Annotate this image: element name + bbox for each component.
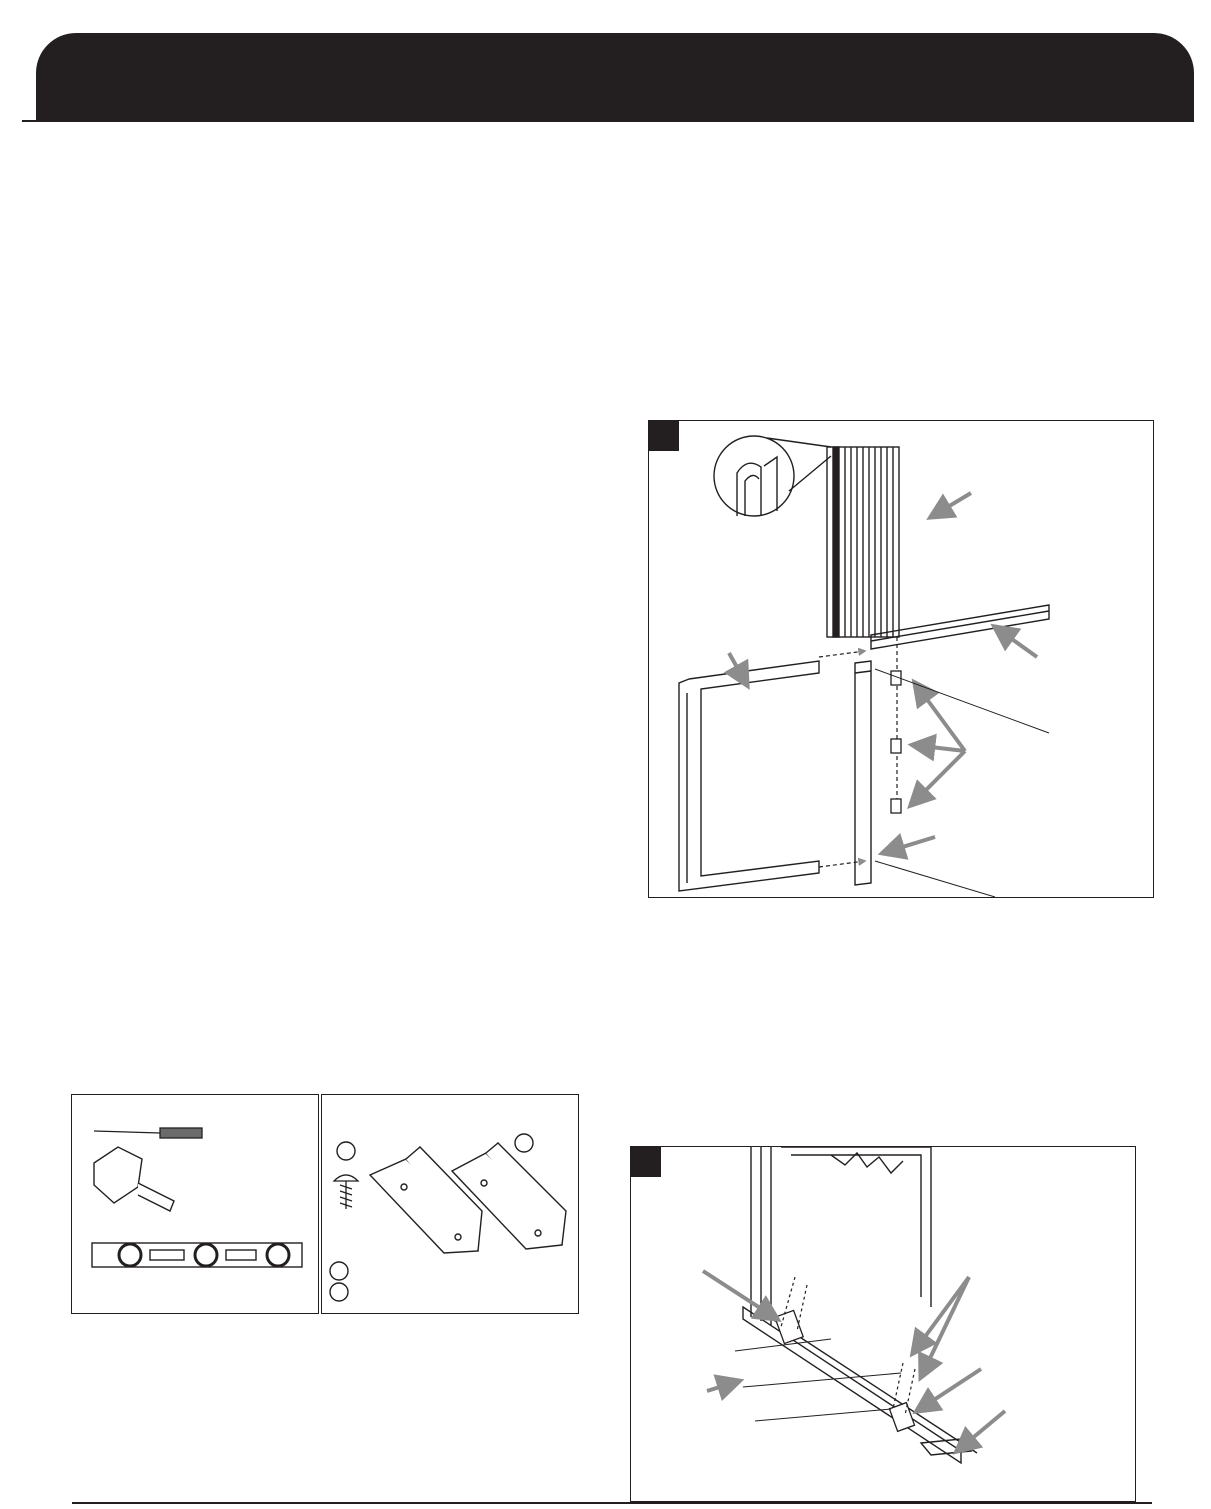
angle-bracket-icon — [370, 1147, 482, 1253]
accordion-panel — [827, 447, 899, 637]
screwdriver-icon — [94, 1128, 202, 1138]
figure-hardware — [321, 1094, 579, 1314]
screw-icon — [334, 1175, 358, 1209]
figure-sill-installation — [630, 1146, 1136, 1502]
detail-magnifier — [714, 436, 831, 516]
figure-tools — [71, 1094, 319, 1314]
level-icon — [92, 1243, 302, 1267]
header-banner — [36, 33, 1194, 121]
dimension-lines — [735, 1339, 901, 1421]
tools-illustration — [72, 1095, 318, 1313]
sill-illustration — [631, 1147, 1135, 1501]
hardware-illustration — [322, 1095, 578, 1313]
window-sash — [751, 1147, 931, 1325]
figure-panel-assembly — [648, 420, 1154, 898]
tape-measure-icon — [94, 1147, 174, 1211]
panel-assembly-illustration — [649, 421, 1153, 897]
leader-lines — [875, 669, 1049, 897]
header-rule — [22, 120, 1194, 122]
window-frame — [679, 661, 871, 891]
callout-arrows-2 — [703, 1271, 1005, 1451]
top-rail — [871, 605, 1049, 649]
assembly-guides — [819, 637, 897, 867]
panel-clips — [891, 671, 901, 813]
callout-arrows — [729, 493, 1037, 853]
footer-rule — [72, 1502, 1152, 1504]
